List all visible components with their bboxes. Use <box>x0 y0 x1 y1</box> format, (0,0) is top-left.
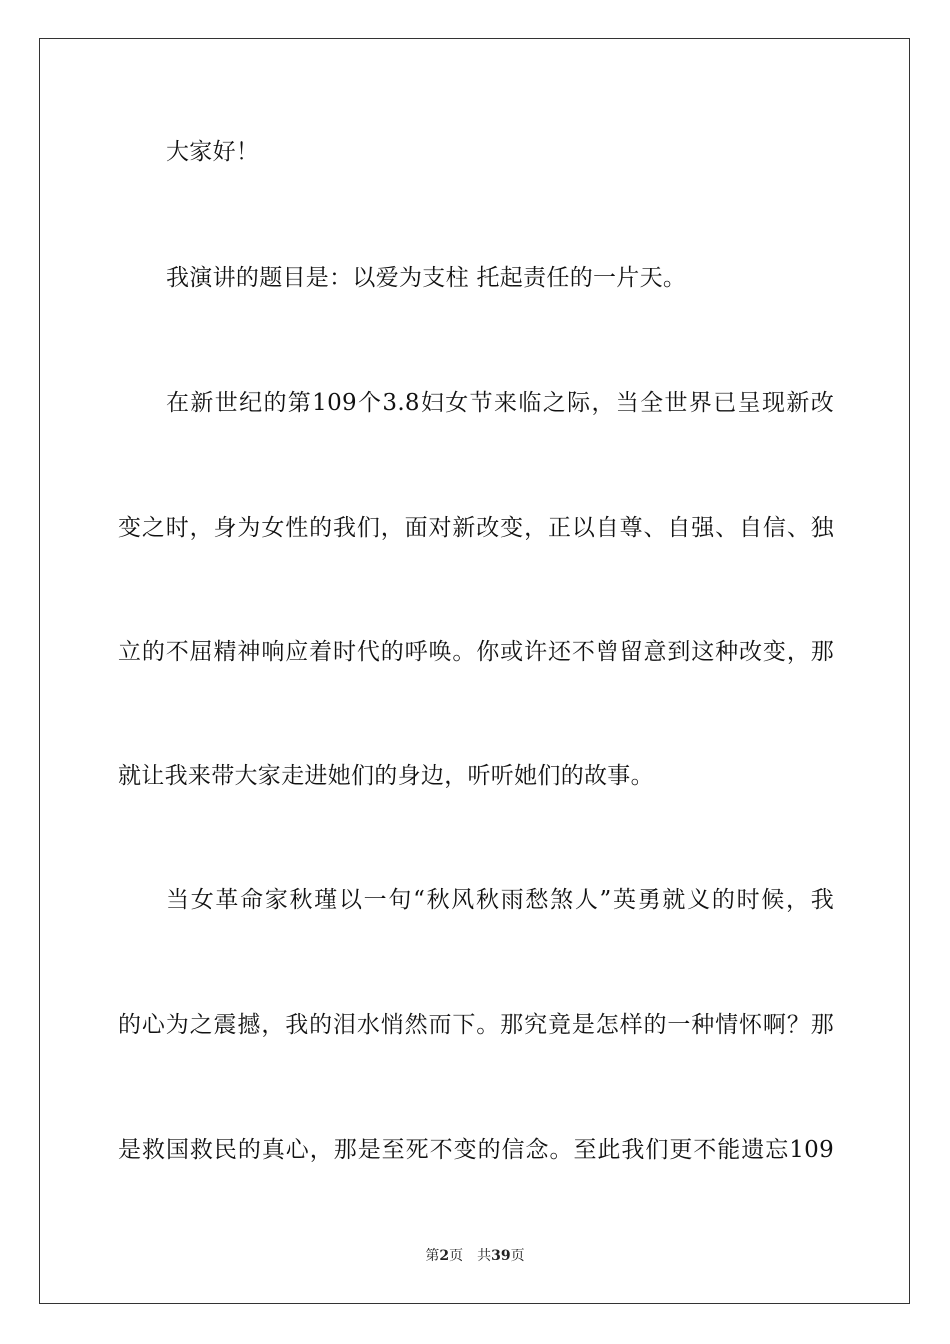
paragraph-line: 当女革命家秋瑾以一句“秋风秋雨愁煞人”英勇就义的时候，我 <box>166 887 834 913</box>
total-pages: 39 <box>491 1248 511 1264</box>
total-prefix: 共 <box>477 1248 492 1264</box>
page-border <box>39 38 910 1304</box>
page-footer <box>0 1246 950 1266</box>
page-prefix: 第 <box>425 1248 440 1264</box>
page-number: 2 <box>439 1248 450 1264</box>
title-line: 我演讲的题目是：以爱为支柱 托起责任的一片天。 <box>166 265 687 291</box>
paragraph-line: 立的不屈精神响应着时代的呼唤。你或许还不曾留意到这种改变，那 <box>118 639 834 665</box>
paragraph-line: 的心为之震撼，我的泪水悄然而下。那究竟是怎样的一种情怀啊？那 <box>118 1012 834 1038</box>
paragraph-line: 是救国救民的真心，那是至死不变的信念。至此我们更不能遗忘109 <box>118 1137 834 1163</box>
paragraph-line: 变之时，身为女性的我们，面对新改变，正以自尊、自强、自信、独 <box>118 515 834 541</box>
greeting-line: 大家好！ <box>166 139 260 165</box>
total-suffix: 页 <box>510 1248 525 1264</box>
paragraph-line: 就让我来带大家走进她们的身边，听听她们的故事。 <box>118 763 654 789</box>
page-suffix: 页 <box>449 1248 464 1264</box>
paragraph-line: 在新世纪的第109个3.8妇女节来临之际，当全世界已呈现新改 <box>166 390 834 416</box>
